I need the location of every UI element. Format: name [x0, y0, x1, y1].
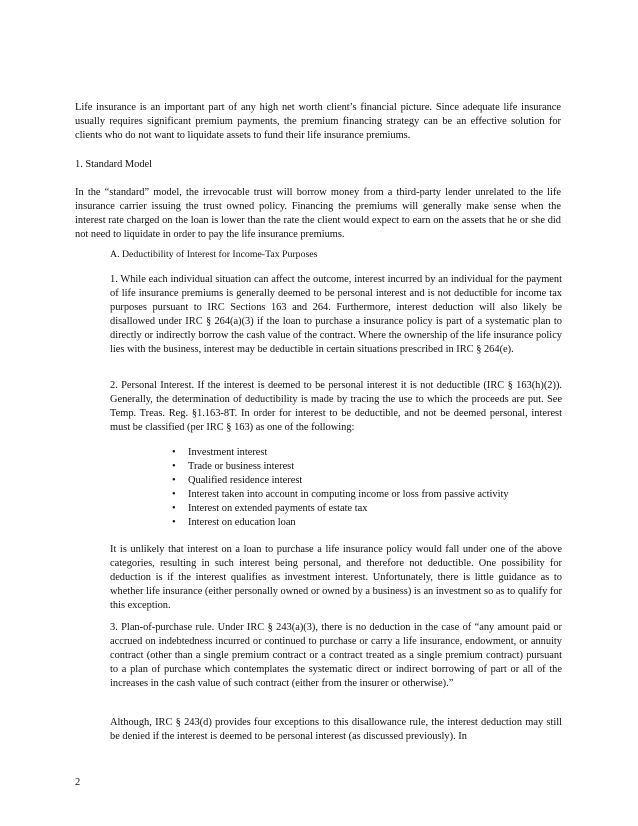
list-item: • Interest taken into account in computing income or loss from passive activity	[170, 488, 560, 502]
list-item: • Interest on extended payments of estate tax	[170, 502, 560, 516]
paragraph-3: It is unlikely that interest on a loan to purchase a life insurance policy would fall under one of the above categories, resulting in such interest being personal, and therefore not deductible. One possibility for deduction is if the interest qualifies as investment interest. Unfortunately, there is little guidance as to whether life insurance (either personally owned or owned by a business) is an investment so as to qualify for this exception.	[110, 544, 562, 612]
paragraph-5: Although, IRC § 243(d) provides four exceptions to this disallowance rule, the interest deduction may still be denied if the interest is deemed to be personal interest (as discussed previously). In	[110, 717, 562, 743]
list-item: • Trade or business interest	[170, 460, 560, 474]
bullet-icon: •	[172, 489, 176, 501]
list-item: • Investment interest	[170, 446, 560, 460]
list-item: • Interest on education loan	[170, 516, 560, 530]
paragraph-1: 1. While each individual situation can affect the outcome, interest incurred by an individual for the payment of life insurance premiums is generally deemed to be personal interest and is not deductible for income tax purposes pursuant to IRC Sections 163 and 264. Furthermore, interest deduction will also likely be disallowed under IRC § 264(a)(3) if the loan to purchase a insurance policy is part of a systematic plan to directly or indirectly borrow the cash value of the contract. Where the ownership of the life insurance policy lies with the business, interest may be deductible in certain situations prescribed in IRC § 264(e).	[110, 274, 562, 356]
subheading: A. Deductibility of Interest for Income-Tax Purposes	[110, 249, 318, 260]
page-number: 2	[75, 777, 81, 788]
bullet-icon: •	[172, 517, 176, 529]
standard-model-paragraph: In the “standard” model, the irrevocable trust will borrow money from a third-party lender unrelated to the life insurance carrier issuing the trust owned policy. Financing the premiums will generally make sense when the interest rate charged on the loan is lower than the rate the client would expect to earn on the assets that he or she did not need to liquidate in order to pay the life insurance premiums.	[75, 187, 561, 241]
bullet-icon: •	[172, 475, 176, 487]
section-heading: 1. Standard Model	[75, 159, 153, 170]
intro-paragraph: Life insurance is an important part of any high net worth client’s financial picture. Since adequate life insurance usually requires significant premium payments, the premium financing strategy can be an effective solution for clients who do not want to liquidate assets to fund their life insurance premiums.	[75, 102, 561, 142]
bullet-icon: •	[172, 447, 176, 458]
paragraph-2: 2. Personal Interest. If the interest is deemed to be personal interest it is not deductible (IRC § 163(h)(2)). Generally, the determination of deductibility is made by tracing the use to which the proceeds are put. See Temp. Treas. Reg. §1.163-8T. In order for interest to be deductible, and not be deemed personal, interest must be classified (per IRC § 163) as one of the following:	[110, 380, 562, 434]
bullet-icon: •	[172, 503, 176, 515]
paragraph-4: 3. Plan-of-purchase rule. Under IRC § 243(a)(3), there is no deduction in the case of “any amount paid or accrued on indebtedness incurred or continued to purchase or carry a life insurance, endowment, or annuity contract (other than a single premium contract or a contract treated as a single premium contract) pursuant to a plan of purchase which contemplates the systematic direct or indirect borrowing of part or all of the increases in the cash value of such contract (either from the insurer or otherwise).”	[110, 622, 562, 690]
list-item: • Qualified residence interest	[170, 474, 560, 488]
bullet-list	[170, 446, 560, 531]
bullet-icon: •	[172, 461, 176, 473]
